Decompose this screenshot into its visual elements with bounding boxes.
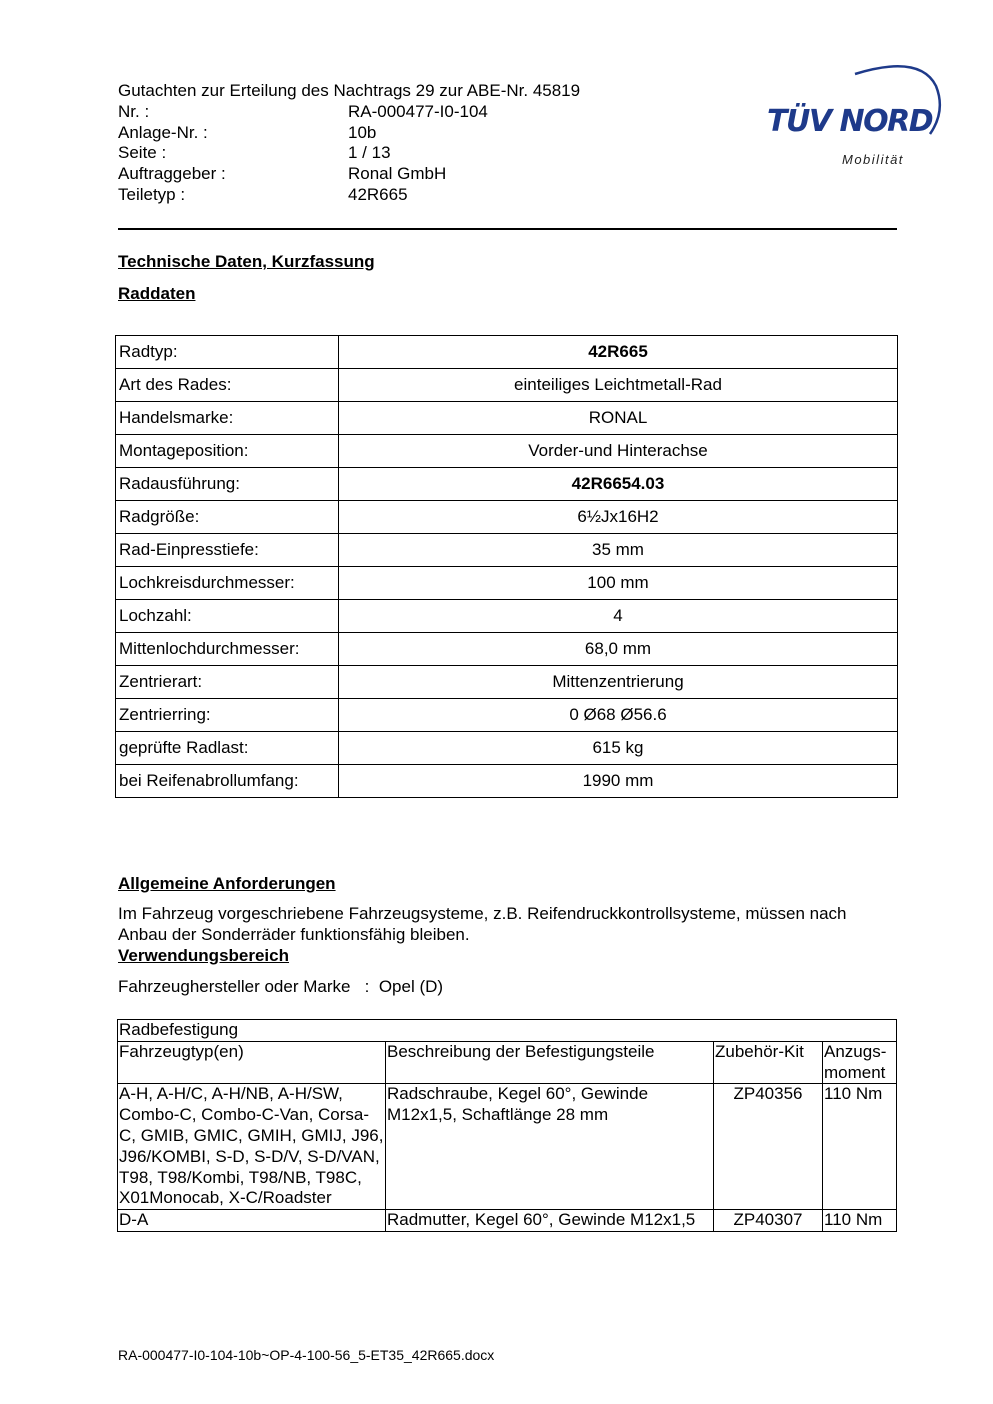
table-row	[116, 501, 898, 534]
fixing-torque: 110 Nm	[823, 1210, 897, 1232]
fixing-kit: ZP40307	[714, 1210, 823, 1232]
logo-subtitle: Mobilität	[842, 152, 904, 167]
wheel-value: 6½Jx16H2	[339, 501, 898, 534]
header-row-seite: Seite : 1 / 13	[118, 143, 391, 163]
fixing-header-kit: Zubehör-Kit	[714, 1041, 823, 1084]
header-row-nr: Nr. : RA-000477-I0-104	[118, 101, 488, 121]
wheel-label: Mittenlochdurchmesser:	[116, 633, 339, 666]
wheel-fixing-table	[117, 1019, 897, 1232]
heading-raddaten: Raddaten	[118, 284, 196, 303]
wheel-value: 42R665	[339, 336, 898, 369]
wheel-value: 100 mm	[339, 567, 898, 600]
footer-filename: RA-000477-I0-104-10b~OP-4-100-56_5-ET35_42R665.docx	[118, 1347, 495, 1363]
wheel-label: Radgröße:	[116, 501, 339, 534]
wheel-label: Radtyp:	[116, 336, 339, 369]
wheel-value: 42R6654.03	[339, 468, 898, 501]
fixing-kit: ZP40356	[714, 1084, 823, 1210]
heading-technische-daten: Technische Daten, Kurzfassung	[118, 252, 375, 271]
wheel-label: bei Reifenabrollumfang:	[116, 765, 339, 798]
table-row	[118, 1210, 897, 1232]
heading-allgemeine-anforderungen: Allgemeine Anforderungen	[118, 874, 336, 893]
wheel-value: 0 Ø68 Ø56.6	[339, 699, 898, 732]
wheel-value: 1990 mm	[339, 765, 898, 798]
wheel-label: geprüfte Radlast:	[116, 732, 339, 765]
header-row-teiletyp: Teiletyp : 42R665	[118, 184, 408, 204]
wheel-value: Mittenzentrierung	[339, 666, 898, 699]
manufacturer-value: Opel (D)	[378, 977, 444, 996]
fixing-desc: Radschraube, Kegel 60°, Gewinde M12x1,5, Schaftlänge 28 mm	[386, 1084, 714, 1210]
table-row	[116, 402, 898, 435]
table-row	[116, 765, 898, 798]
fixing-header-row	[118, 1041, 897, 1084]
wheel-label: Rad-Einpresstiefe:	[116, 534, 339, 567]
tuv-nord-logo	[760, 56, 945, 176]
header-row-anlage: Anlage-Nr. : 10b	[118, 122, 377, 142]
manufacturer-line	[118, 977, 443, 997]
wheel-value: RONAL	[339, 402, 898, 435]
fixing-header-torque: Anzugs-moment	[823, 1041, 897, 1084]
wheel-value: 68,0 mm	[339, 633, 898, 666]
fixing-desc: Radmutter, Kegel 60°, Gewinde M12x1,5	[386, 1210, 714, 1232]
fixing-title-row	[118, 1020, 897, 1042]
header-row-auftraggeber: Auftraggeber : Ronal GmbH	[118, 164, 447, 184]
document-header	[118, 81, 580, 206]
wheel-value: 35 mm	[339, 534, 898, 567]
wheel-value: einteiliges Leichtmetall-Rad	[339, 369, 898, 402]
wheel-label: Montageposition:	[116, 435, 339, 468]
table-row	[116, 336, 898, 369]
fixing-torque: 110 Nm	[823, 1084, 897, 1210]
table-row	[116, 666, 898, 699]
wheel-label: Handelsmarke:	[116, 402, 339, 435]
table-row	[116, 567, 898, 600]
table-row	[116, 369, 898, 402]
wheel-label: Radausführung:	[116, 468, 339, 501]
table-row	[116, 534, 898, 567]
wheel-label: Lochkreisdurchmesser:	[116, 567, 339, 600]
wheel-value: 4	[339, 600, 898, 633]
heading-verwendungsbereich: Verwendungsbereich	[118, 946, 289, 965]
wheel-label: Zentrierring:	[116, 699, 339, 732]
allgemeine-anforderungen-text: Im Fahrzeug vorgeschriebene Fahrzeugsysteme, z.B. Reifendruckkontrollsysteme, müssen nach Anbau der Sonderräder funktionsfähig bleiben.	[118, 904, 847, 944]
wheel-label: Zentrierart:	[116, 666, 339, 699]
table-row	[116, 732, 898, 765]
table-row	[116, 633, 898, 666]
table-row	[116, 468, 898, 501]
table-row	[116, 600, 898, 633]
wheel-value: Vorder-und Hinterachse	[339, 435, 898, 468]
table-row	[118, 1084, 897, 1210]
fixing-header-types: Fahrzeugtyp(en)	[118, 1041, 386, 1084]
table-row	[116, 435, 898, 468]
wheel-label: Lochzahl:	[116, 600, 339, 633]
wheel-data-table	[115, 335, 898, 798]
logo-brand: TÜV NORD	[767, 104, 933, 139]
fixing-types: A-H, A-H/C, A-H/NB, A-H/SW, Combo-C, Combo-C-Van, Corsa-C, GMIB, GMIC, GMIH, GMIJ, J96, J96/KOMBI, S-D, S-D/V, S-D/VAN, T98, T98/Kombi, T98/NB, T98C, X01Monocab, X-C/Roadster	[118, 1084, 386, 1210]
wheel-value: 615 kg	[339, 732, 898, 765]
document-title: Gutachten zur Erteilung des Nachtrags 29 zur ABE-Nr. 45819	[118, 81, 581, 100]
fixing-header-desc: Beschreibung der Befestigungsteile	[386, 1041, 714, 1084]
manufacturer-separator: :	[364, 977, 370, 996]
wheel-label: Art des Rades:	[116, 369, 339, 402]
fixing-types: D-A	[118, 1210, 386, 1232]
fixing-title: Radbefestigung	[118, 1020, 897, 1042]
table-row	[116, 699, 898, 732]
header-divider	[118, 228, 897, 230]
manufacturer-label: Fahrzeughersteller oder Marke	[118, 977, 351, 996]
